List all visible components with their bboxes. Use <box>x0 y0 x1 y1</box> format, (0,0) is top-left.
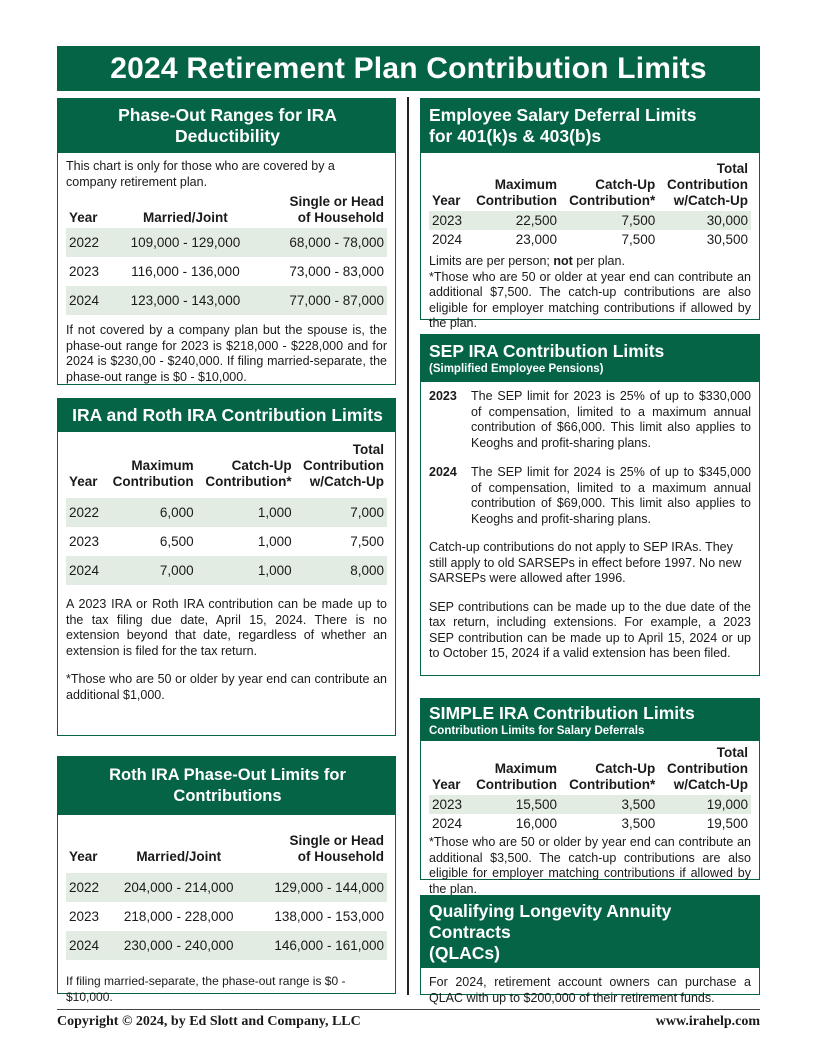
section-note: SEP contributions can be made up to the due date of the tax return, including extensions. For example, a 2023 SEP contribution can be made up to April 15, 2024 or up to October 15, 2024 if a valid extension has been filed. <box>429 599 751 660</box>
table-row <box>66 527 387 556</box>
column-divider <box>407 97 409 995</box>
col-header-married-joint: Married/Joint <box>136 849 222 864</box>
roth-phaseout-table <box>66 831 387 960</box>
catch-up-cell: 1,000 <box>197 556 295 585</box>
total-cell: 30,500 <box>706 231 748 247</box>
section-intro: This chart is only for those who are covered by a company retirement plan. <box>66 159 335 189</box>
catch-up-cell: 7,500 <box>621 231 656 247</box>
year-cell: 2024 <box>66 556 104 585</box>
section-heading: IRA and Roth IRA Contribution Limits <box>58 399 395 432</box>
table-row <box>66 498 387 527</box>
catch-up-cell: 1,000 <box>197 498 295 527</box>
table-row <box>66 257 387 286</box>
married-joint-cell: 123,000 - 143,000 <box>112 286 259 315</box>
year-cell: 2024 <box>66 931 109 960</box>
year-cell: 2022 <box>66 228 112 257</box>
single-cell: 77,000 - 87,000 <box>259 286 387 315</box>
col-header-total: Total Contribution w/Catch-Up <box>667 745 748 792</box>
col-header-year: Year <box>432 193 461 208</box>
section-note: Catch-up contributions do not apply to SEP IRAs. They still apply to old SARSEPs in effect before 1997. No new SARSEPs were allowed after 1996. <box>429 540 742 585</box>
maximum-cell: 22,500 <box>467 211 560 230</box>
married-joint-cell: 218,000 - 228,000 <box>123 908 234 924</box>
section-note: Limits are per person; not per plan. <box>429 254 625 268</box>
married-joint-cell: 109,000 - 129,000 <box>112 228 259 257</box>
married-joint-cell: 230,000 - 240,000 <box>109 931 248 960</box>
table-row <box>429 211 751 230</box>
simple-table <box>429 743 751 833</box>
section-heading: Qualifying Longevity Annuity Contracts (QLACs) <box>421 896 759 968</box>
married-joint-cell: 116,000 - 136,000 <box>131 263 240 279</box>
col-header-catch-up: Catch-Up Contribution* <box>569 761 656 792</box>
section-heading: Roth IRA Phase-Out Limits for Contributions <box>58 757 395 815</box>
year-cell: 2022 <box>66 498 104 527</box>
col-header-single: Single or Head of Household <box>289 833 384 864</box>
table-row <box>429 814 751 833</box>
col-header-maximum: Maximum Contribution <box>476 761 558 792</box>
deferral-table <box>429 159 751 249</box>
total-cell: 7,000 <box>295 498 387 527</box>
maximum-cell: 6,000 <box>104 498 196 527</box>
total-cell: 7,500 <box>350 533 384 549</box>
col-header-maximum: Maximum Contribution <box>476 177 558 208</box>
year-cell: 2024 <box>66 286 112 315</box>
table-row <box>66 902 387 931</box>
copyright-text: Copyright © 2024, by Ed Slott and Company, LLC <box>57 1014 361 1029</box>
sep-item <box>429 465 751 527</box>
year-cell: 2022 <box>66 873 109 902</box>
year-cell: 2024 <box>432 815 463 831</box>
maximum-cell: 15,500 <box>467 795 560 814</box>
maximum-cell: 16,000 <box>515 815 558 831</box>
col-header-total: Total Contribution w/Catch-Up <box>303 442 384 489</box>
section-footnote: *Those who are 50 or older at year end can contribute an additional $7,500. The catch-up contributions are also eligible for employer matching contributions if allowed by the plan. <box>429 269 751 330</box>
col-header-total: Total Contribution w/Catch-Up <box>667 161 748 208</box>
roth-phaseout-section <box>57 756 396 1004</box>
section-note: If not covered by a company plan but the spouse is, the phase-out range for 2023 is $218,000 - $228,000 and for 2024 is $230,00 - $240,000. If filing married-separate, the phase-out range is $0 - $10,000. <box>66 323 387 384</box>
year-cell: 2023 <box>69 908 100 924</box>
table-row <box>429 795 751 814</box>
sep-item-year: 2023 <box>429 389 457 403</box>
single-cell: 146,000 - 161,000 <box>248 931 387 960</box>
year-cell: 2023 <box>429 795 467 814</box>
year-cell: 2024 <box>432 231 463 247</box>
page-title: 2024 Retirement Plan Contribution Limits <box>57 46 760 91</box>
table-row <box>66 931 387 960</box>
single-cell: 138,000 - 153,000 <box>274 908 384 924</box>
col-header-year: Year <box>432 777 461 792</box>
total-cell: 19,500 <box>706 815 748 831</box>
section-heading: SEP IRA Contribution Limits (Simplified Employee Pensions) <box>421 335 759 382</box>
section-heading: Phase-Out Ranges for IRA Deductibility <box>58 99 395 153</box>
table-row <box>66 228 387 257</box>
single-cell: 68,000 - 78,000 <box>259 228 387 257</box>
maximum-cell: 6,500 <box>159 533 194 549</box>
sep-item-text: The SEP limit for 2023 is 25% of up to $330,000 of compensation, limited to a maximum annual contribution of $66,000. This limit also applies to Keoghs and profit-sharing plans. <box>471 389 751 450</box>
col-header-year: Year <box>69 849 98 864</box>
qlac-section <box>420 895 760 1005</box>
maximum-cell: 23,000 <box>515 231 558 247</box>
single-cell: 73,000 - 83,000 <box>289 263 384 279</box>
table-row <box>66 556 387 585</box>
ira-roth-contribution-section <box>57 398 396 736</box>
catch-up-cell: 7,500 <box>560 211 658 230</box>
year-cell: 2023 <box>69 263 100 279</box>
total-cell: 8,000 <box>295 556 387 585</box>
year-cell: 2023 <box>429 211 467 230</box>
col-header-maximum: Maximum Contribution <box>112 458 194 489</box>
section-heading: Employee Salary Deferral Limits for 401(k)s & 403(b)s <box>421 99 759 153</box>
sep-item-text: The SEP limit for 2024 is 25% of up to $345,000 of compensation, limited to a maximum annual contribution of $69,000. This limit also applies to Keoghs and profit-sharing plans. <box>471 465 751 526</box>
col-header-married-joint: Married/Joint <box>143 210 228 225</box>
single-cell: 129,000 - 144,000 <box>248 873 387 902</box>
sep-ira-section <box>420 334 760 676</box>
simple-ira-section <box>420 698 760 896</box>
col-header-year: Year <box>69 210 98 225</box>
maximum-cell: 7,000 <box>104 556 196 585</box>
section-note: If filing married-separate, the phase-out range is $0 - $10,000. <box>66 974 346 1004</box>
col-header-single: Single or Head of Household <box>289 194 384 225</box>
section-footnote: *Those who are 50 or older by year end can contribute an additional $3,500. The catch-up contributions are also eligible for employer matching contributions if allowed by the plan. <box>429 835 751 896</box>
section-note: For 2024, retirement account owners can purchase a QLAC with up to $200,000 of their retirement funds. <box>429 975 751 1005</box>
col-header-year: Year <box>69 474 98 489</box>
salary-deferral-section <box>420 98 760 330</box>
phaseout-table <box>66 192 387 315</box>
ira-contribution-table <box>66 440 387 585</box>
section-note: A 2023 IRA or Roth IRA contribution can be made up to the tax filing due date, April 15, 2024. There is no extension beyond that date, regardless of whether an extension is filed for the tax return. <box>66 597 387 658</box>
table-row <box>429 230 751 249</box>
year-cell: 2023 <box>69 533 100 549</box>
website-url: www.irahelp.com <box>655 1014 760 1029</box>
table-row <box>66 873 387 902</box>
catch-up-cell: 3,500 <box>560 795 658 814</box>
catch-up-cell: 3,500 <box>621 815 656 831</box>
catch-up-cell: 1,000 <box>257 533 292 549</box>
married-joint-cell: 204,000 - 214,000 <box>109 873 248 902</box>
section-heading: SIMPLE IRA Contribution Limits Contribution Limits for Salary Deferrals <box>421 699 759 741</box>
col-header-catch-up: Catch-Up Contribution* <box>569 177 656 208</box>
phaseout-ira-deductibility-section <box>57 98 396 385</box>
col-header-catch-up: Catch-Up Contribution* <box>205 458 292 489</box>
sep-item-year: 2024 <box>429 465 457 479</box>
sep-item <box>429 389 751 451</box>
total-cell: 30,000 <box>658 211 751 230</box>
total-cell: 19,000 <box>658 795 751 814</box>
section-footnote: *Those who are 50 or older by year end can contribute an additional $1,000. <box>66 672 387 702</box>
footer-rule <box>57 1009 760 1010</box>
table-row <box>66 286 387 315</box>
